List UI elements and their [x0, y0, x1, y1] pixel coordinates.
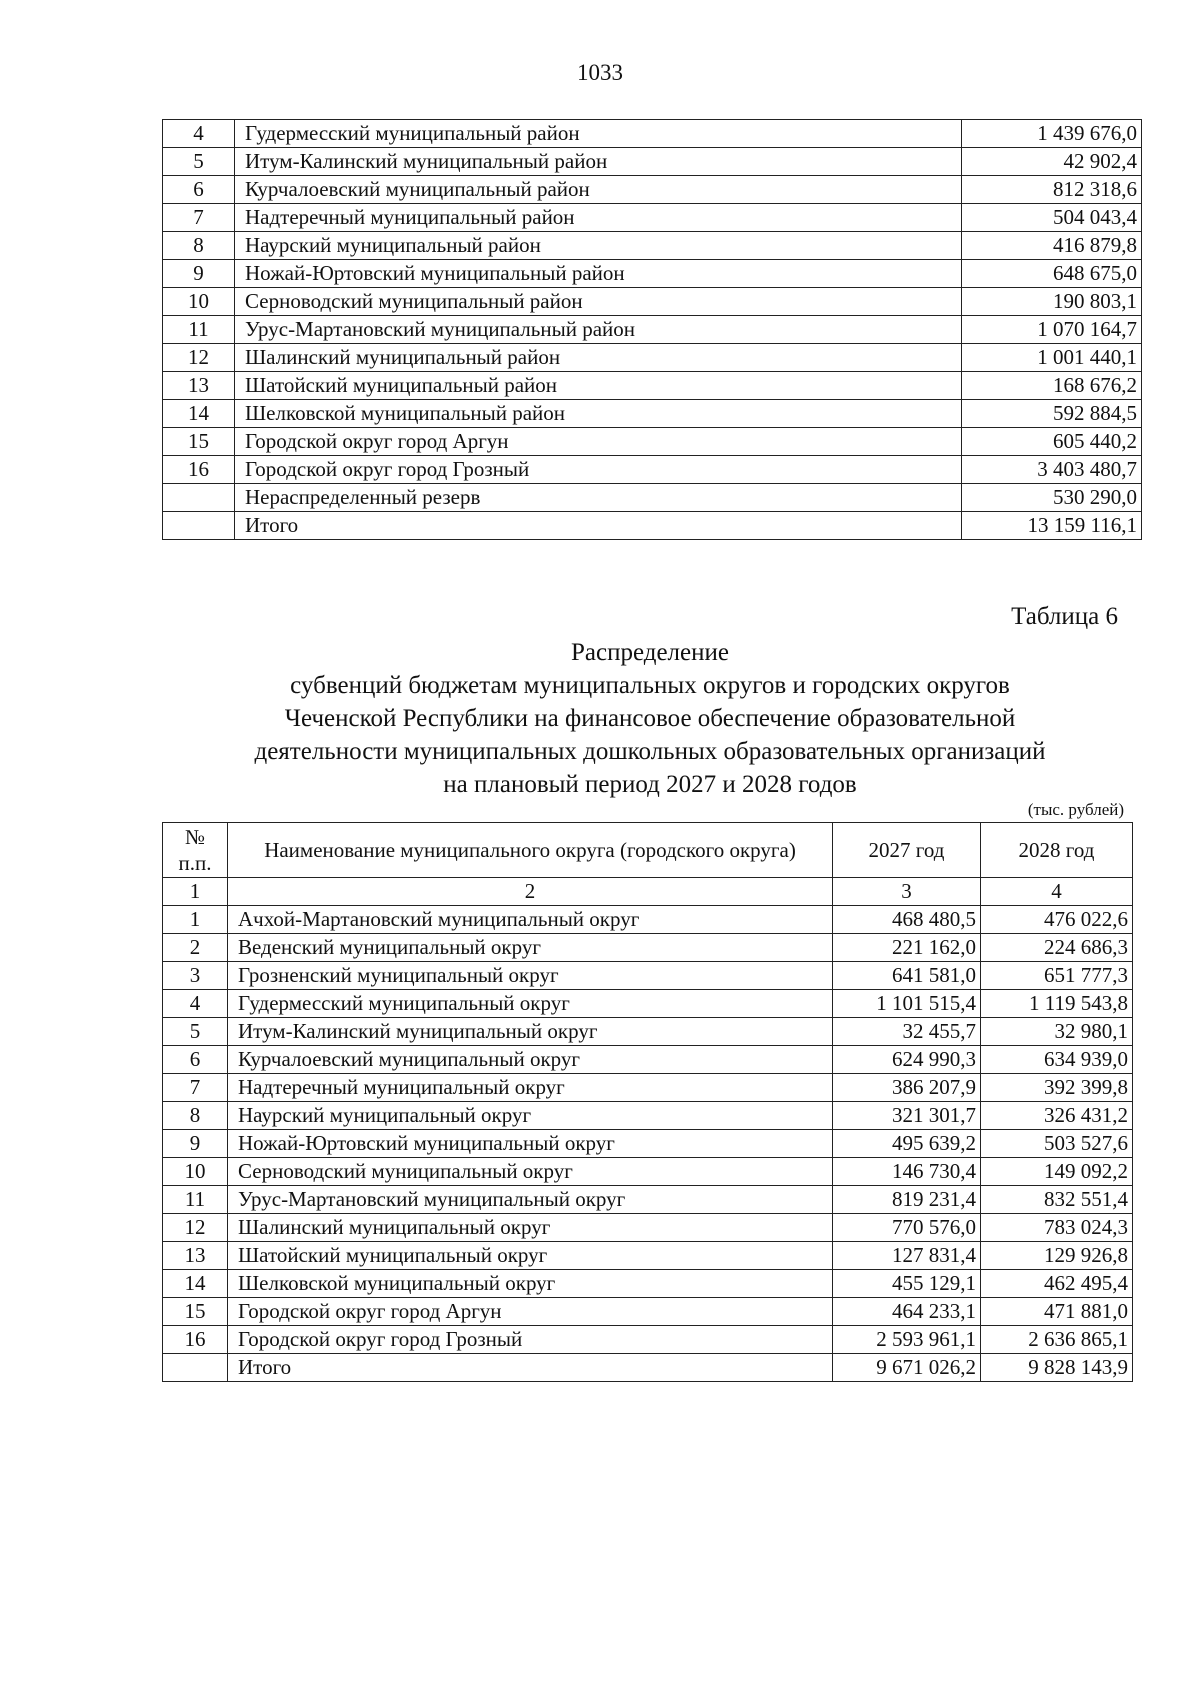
- table-row: [163, 1354, 1133, 1382]
- row-name: Грозненский муниципальный округ: [228, 962, 833, 990]
- row-name: Урус-Мартановский муниципальный округ: [228, 1186, 833, 1214]
- row-value-2027: 2 593 961,1: [833, 1326, 981, 1354]
- row-number: 16: [163, 1326, 228, 1354]
- row-value-2028: 783 024,3: [981, 1214, 1133, 1242]
- row-value: 530 290,0: [962, 484, 1142, 512]
- row-name: Шелковской муниципальный район: [235, 400, 962, 428]
- table-row: [163, 934, 1133, 962]
- row-value-2028: 651 777,3: [981, 962, 1133, 990]
- row-name: Шелковской муниципальный округ: [228, 1270, 833, 1298]
- row-name: Шатойский муниципальный район: [235, 372, 962, 400]
- row-name: Итого: [235, 512, 962, 540]
- header-name: Наименование муниципального округа (городского округа): [228, 823, 833, 878]
- title-line: субвенций бюджетам муниципальных округов и городских округов: [290, 672, 1010, 699]
- row-name: Курчалоевский муниципальный район: [235, 176, 962, 204]
- row-name: Наурский муниципальный район: [235, 232, 962, 260]
- row-value-2028: 9 828 143,9: [981, 1354, 1133, 1382]
- row-value: 1 001 440,1: [962, 344, 1142, 372]
- row-number: [163, 512, 235, 540]
- table-row: [163, 288, 1142, 316]
- row-number: 5: [163, 148, 235, 176]
- table-row: [163, 990, 1133, 1018]
- table-row: [163, 484, 1142, 512]
- table-row: [163, 120, 1142, 148]
- page-number: 1033: [577, 60, 623, 85]
- row-name: Городской округ город Грозный: [235, 456, 962, 484]
- row-name: Ножай-Юртовский муниципальный район: [235, 260, 962, 288]
- row-number: 8: [163, 1102, 228, 1130]
- row-name: Серноводский муниципальный округ: [228, 1158, 833, 1186]
- table-row: [163, 1018, 1133, 1046]
- row-value-2028: 634 939,0: [981, 1046, 1133, 1074]
- table-row: [163, 1242, 1133, 1270]
- column-number: 2: [228, 878, 833, 906]
- row-value: 592 884,5: [962, 400, 1142, 428]
- row-number: 9: [163, 1130, 228, 1158]
- row-value-2028: 503 527,6: [981, 1130, 1133, 1158]
- row-value-2028: 476 022,6: [981, 906, 1133, 934]
- table-row: [163, 1130, 1133, 1158]
- table-row: [163, 1158, 1133, 1186]
- table-row: [163, 204, 1142, 232]
- row-value: 812 318,6: [962, 176, 1142, 204]
- row-number: 5: [163, 1018, 228, 1046]
- row-number: 12: [163, 1214, 228, 1242]
- row-number: [163, 1354, 228, 1382]
- row-value-2027: 321 301,7: [833, 1102, 981, 1130]
- table-top-continuation: [162, 119, 1142, 540]
- column-number: 3: [833, 878, 981, 906]
- row-value-2028: 2 636 865,1: [981, 1326, 1133, 1354]
- row-name: Городской округ город Аргун: [235, 428, 962, 456]
- table6: [162, 822, 1133, 1382]
- table-row: [163, 372, 1142, 400]
- row-name: Ножай-Юртовский муниципальный округ: [228, 1130, 833, 1158]
- row-name: Шатойский муниципальный округ: [228, 1242, 833, 1270]
- row-name: Серноводский муниципальный район: [235, 288, 962, 316]
- table-top-body: [163, 120, 1142, 540]
- table-row: [163, 148, 1142, 176]
- row-value: 190 803,1: [962, 288, 1142, 316]
- row-value-2028: 32 980,1: [981, 1018, 1133, 1046]
- row-number: 1: [163, 906, 228, 934]
- row-value: 13 159 116,1: [962, 512, 1142, 540]
- row-number: 15: [163, 1298, 228, 1326]
- header-2028: 2028 год: [981, 823, 1133, 878]
- row-value-2028: 1 119 543,8: [981, 990, 1133, 1018]
- table-row: [163, 344, 1142, 372]
- row-number: 13: [163, 372, 235, 400]
- row-name: Итум-Калинский муниципальный район: [235, 148, 962, 176]
- row-number: [163, 484, 235, 512]
- row-number: 11: [163, 316, 235, 344]
- row-value-2028: 326 431,2: [981, 1102, 1133, 1130]
- row-value-2027: 495 639,2: [833, 1130, 981, 1158]
- title-line: деятельности муниципальных дошкольных образовательных организаций: [254, 738, 1046, 765]
- row-name: Веденский муниципальный округ: [228, 934, 833, 962]
- header-2027: 2027 год: [833, 823, 981, 878]
- row-value-2028: 462 495,4: [981, 1270, 1133, 1298]
- row-value-2027: 464 233,1: [833, 1298, 981, 1326]
- row-number: 14: [163, 1270, 228, 1298]
- row-value-2027: 146 730,4: [833, 1158, 981, 1186]
- row-value: 1 439 676,0: [962, 120, 1142, 148]
- row-number: 4: [163, 990, 228, 1018]
- row-value: 42 902,4: [962, 148, 1142, 176]
- title-line: Чеченской Республики на финансовое обеспечение образовательной: [284, 705, 1016, 732]
- row-number: 11: [163, 1186, 228, 1214]
- row-number: 10: [163, 1158, 228, 1186]
- table-row: [163, 1326, 1133, 1354]
- column-numbers-row: [163, 878, 1133, 906]
- row-value: 504 043,4: [962, 204, 1142, 232]
- row-number: 7: [163, 1074, 228, 1102]
- row-number: 4: [163, 120, 235, 148]
- row-value: 416 879,8: [962, 232, 1142, 260]
- row-value: 605 440,2: [962, 428, 1142, 456]
- row-value-2028: 224 686,3: [981, 934, 1133, 962]
- row-number: 14: [163, 400, 235, 428]
- table-header-row: [163, 823, 1133, 878]
- row-value: 168 676,2: [962, 372, 1142, 400]
- row-number: 2: [163, 934, 228, 962]
- title-line: на плановый период 2027 и 2028 годов: [443, 771, 857, 798]
- table-row: [163, 1102, 1133, 1130]
- table-title: [0, 636, 1200, 801]
- row-number: 9: [163, 260, 235, 288]
- row-name: Нераспределенный резерв: [235, 484, 962, 512]
- row-value-2027: 819 231,4: [833, 1186, 981, 1214]
- row-value-2027: 641 581,0: [833, 962, 981, 990]
- row-value-2027: 221 162,0: [833, 934, 981, 962]
- table-row: [163, 400, 1142, 428]
- row-number: 8: [163, 232, 235, 260]
- row-name: Итого: [228, 1354, 833, 1382]
- row-number: 3: [163, 962, 228, 990]
- row-value-2027: 468 480,5: [833, 906, 981, 934]
- title-line: Распределение: [571, 639, 729, 666]
- table-row: [163, 1214, 1133, 1242]
- table6-body: [163, 823, 1133, 1382]
- row-value-2027: 455 129,1: [833, 1270, 981, 1298]
- row-value: 1 070 164,7: [962, 316, 1142, 344]
- row-number: 7: [163, 204, 235, 232]
- row-name: Шалинский муниципальный район: [235, 344, 962, 372]
- column-number: 4: [981, 878, 1133, 906]
- row-name: Гудермесский муниципальный округ: [228, 990, 833, 1018]
- row-value-2027: 624 990,3: [833, 1046, 981, 1074]
- row-value-2028: 392 399,8: [981, 1074, 1133, 1102]
- row-number: 15: [163, 428, 235, 456]
- table-row: [163, 962, 1133, 990]
- units-note: (тыс. рублей): [1027, 800, 1124, 819]
- row-value-2027: 9 671 026,2: [833, 1354, 981, 1382]
- table-label: Таблица 6: [1011, 603, 1118, 630]
- row-name: Гудермесский муниципальный район: [235, 120, 962, 148]
- column-number: 1: [163, 878, 228, 906]
- row-value-2028: 832 551,4: [981, 1186, 1133, 1214]
- row-name: Городской округ город Грозный: [228, 1326, 833, 1354]
- row-name: Наурский муниципальный округ: [228, 1102, 833, 1130]
- table-row: [163, 260, 1142, 288]
- row-value: 3 403 480,7: [962, 456, 1142, 484]
- row-name: Городской округ город Аргун: [228, 1298, 833, 1326]
- table-row: [163, 176, 1142, 204]
- row-value-2027: 1 101 515,4: [833, 990, 981, 1018]
- row-value-2027: 32 455,7: [833, 1018, 981, 1046]
- table-row: [163, 1046, 1133, 1074]
- row-name: Надтеречный муниципальный округ: [228, 1074, 833, 1102]
- table-row: [163, 1270, 1133, 1298]
- table-row: [163, 906, 1133, 934]
- row-value: 648 675,0: [962, 260, 1142, 288]
- row-number: 6: [163, 1046, 228, 1074]
- row-number: 13: [163, 1242, 228, 1270]
- table-row: [163, 1298, 1133, 1326]
- table-row: [163, 428, 1142, 456]
- row-name: Ачхой-Мартановский муниципальный округ: [228, 906, 833, 934]
- table-row: [163, 1186, 1133, 1214]
- row-value-2028: 129 926,8: [981, 1242, 1133, 1270]
- row-value-2028: 149 092,2: [981, 1158, 1133, 1186]
- row-name: Надтеречный муниципальный район: [235, 204, 962, 232]
- row-name: Итум-Калинский муниципальный округ: [228, 1018, 833, 1046]
- table-row: [163, 1074, 1133, 1102]
- row-name: Курчалоевский муниципальный округ: [228, 1046, 833, 1074]
- table-row: [163, 316, 1142, 344]
- row-number: 6: [163, 176, 235, 204]
- row-value-2027: 127 831,4: [833, 1242, 981, 1270]
- table-row: [163, 232, 1142, 260]
- table-row: [163, 456, 1142, 484]
- row-value-2027: 770 576,0: [833, 1214, 981, 1242]
- row-name: Шалинский муниципальный округ: [228, 1214, 833, 1242]
- row-number: 10: [163, 288, 235, 316]
- header-num: № п.п.: [163, 823, 228, 878]
- row-value-2027: 386 207,9: [833, 1074, 981, 1102]
- table-row: [163, 512, 1142, 540]
- row-number: 16: [163, 456, 235, 484]
- row-number: 12: [163, 344, 235, 372]
- row-name: Урус-Мартановский муниципальный район: [235, 316, 962, 344]
- row-value-2028: 471 881,0: [981, 1298, 1133, 1326]
